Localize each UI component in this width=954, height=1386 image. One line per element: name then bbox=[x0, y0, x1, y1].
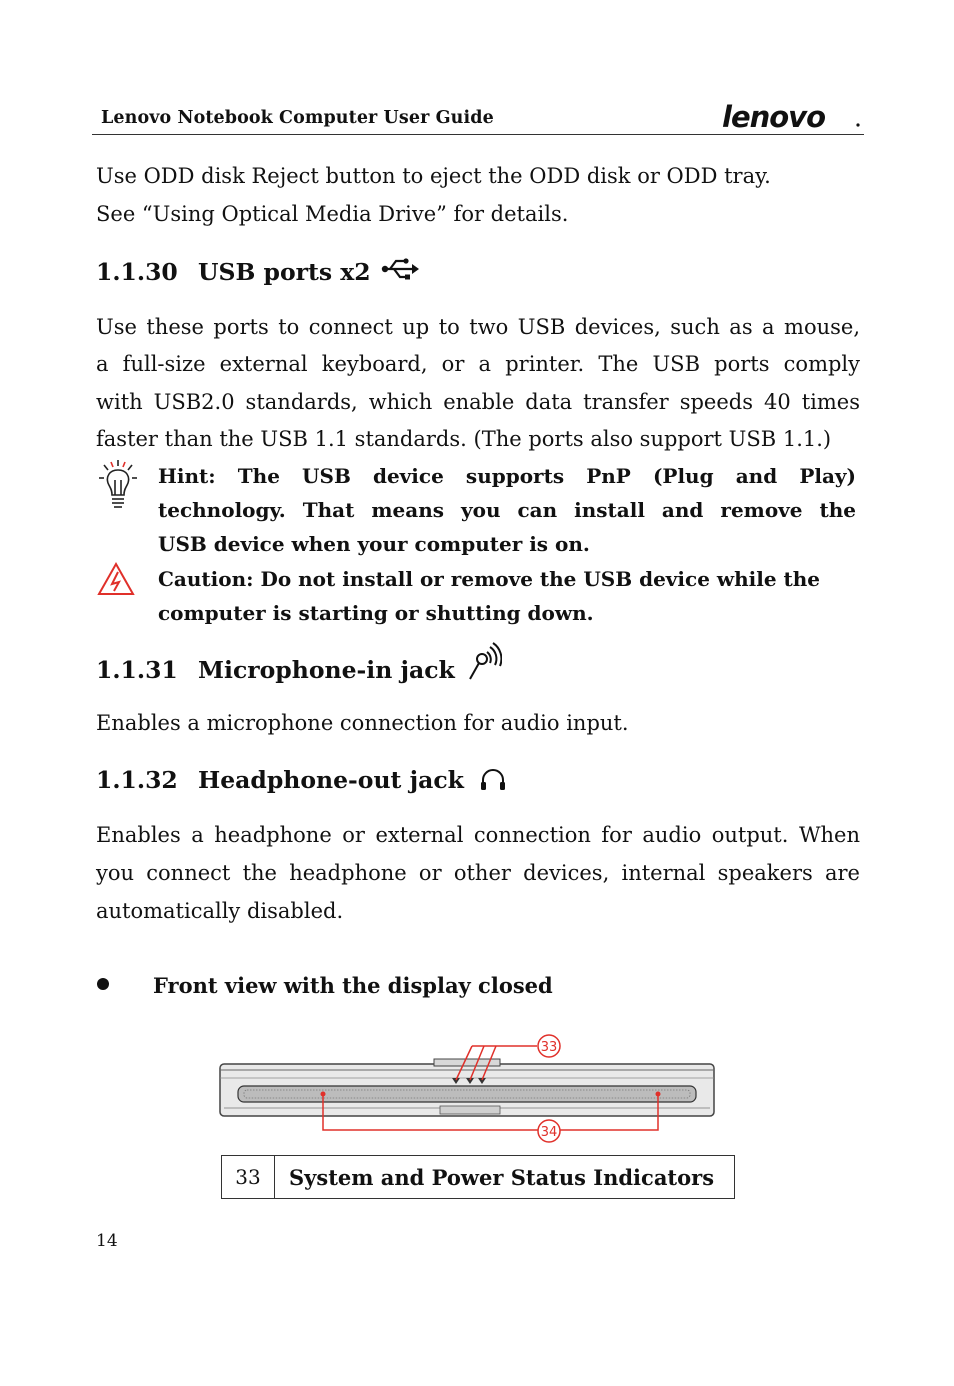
caution-line-1: Caution: Do not install or remove the USB device while the bbox=[158, 567, 821, 591]
headphone-icon bbox=[479, 767, 507, 793]
section-heading-headphone bbox=[96, 765, 464, 795]
lenovo-logo-text: lenovo bbox=[722, 100, 826, 134]
front-view-heading: Front view with the display closed bbox=[153, 973, 553, 998]
warning-icon bbox=[97, 561, 135, 597]
legend-label: System and Power Status Indicators bbox=[275, 1156, 735, 1199]
usb-paragraph-line-1: Use these ports to connect up to two USB devices, such as a mouse, bbox=[96, 315, 860, 339]
bullet-dot bbox=[97, 978, 109, 990]
section-number: 1.1.32 bbox=[96, 766, 178, 794]
microphone-icon bbox=[466, 641, 502, 683]
legend-table bbox=[221, 1155, 735, 1199]
usb-paragraph-line-4: faster than the USB 1.1 standards. (The ports also support USB 1.1.) bbox=[96, 427, 832, 451]
callout-33-label: 33 bbox=[540, 1040, 558, 1055]
callout-34-label: 34 bbox=[540, 1125, 558, 1140]
section-title: USB ports x2 bbox=[198, 258, 371, 286]
speaker-grille bbox=[238, 1086, 696, 1102]
hint-line-2: technology. That means you can install and remove the bbox=[158, 498, 856, 522]
section-title: Microphone-in jack bbox=[198, 656, 455, 684]
lightbulb-icon bbox=[98, 458, 138, 514]
page-number: 14 bbox=[96, 1231, 118, 1251]
intro-line-1: Use ODD disk Reject button to eject the ODD disk or ODD tray. bbox=[96, 164, 771, 188]
section-number: 1.1.31 bbox=[96, 656, 178, 684]
headphone-paragraph-line-1: Enables a headphone or external connection for audio output. When bbox=[96, 823, 860, 847]
section-heading-usb bbox=[96, 257, 371, 287]
headphone-paragraph-line-2: you connect the headphone or other devices, internal speakers are bbox=[96, 861, 860, 885]
table-row bbox=[222, 1156, 735, 1199]
headphone-paragraph-line-3: automatically disabled. bbox=[96, 899, 344, 923]
caution-line-2: computer is starting or shutting down. bbox=[158, 601, 594, 625]
lenovo-logo bbox=[722, 100, 862, 134]
microphone-paragraph: Enables a microphone connection for audio input. bbox=[96, 711, 629, 735]
header-title: Lenovo Notebook Computer User Guide bbox=[101, 108, 494, 128]
section-heading-microphone bbox=[96, 655, 455, 685]
usb-paragraph-line-2: a full-size external keyboard, or a printer. The USB ports comply bbox=[96, 352, 860, 376]
legend-number: 33 bbox=[222, 1156, 275, 1199]
intro-line-2: See “Using Optical Media Drive” for details. bbox=[96, 202, 569, 226]
laptop-front-view-figure bbox=[212, 1032, 732, 1148]
usb-paragraph-line-3: with USB2.0 standards, which enable data transfer speeds 40 times bbox=[96, 390, 860, 414]
section-number: 1.1.30 bbox=[96, 258, 178, 286]
hint-line-1: Hint: The USB device supports PnP (Plug and Play) bbox=[158, 464, 856, 488]
hint-line-3: USB device when your computer is on. bbox=[158, 532, 590, 556]
usb-icon bbox=[380, 255, 420, 283]
section-title: Headphone-out jack bbox=[198, 766, 464, 794]
header-rule bbox=[92, 134, 864, 135]
